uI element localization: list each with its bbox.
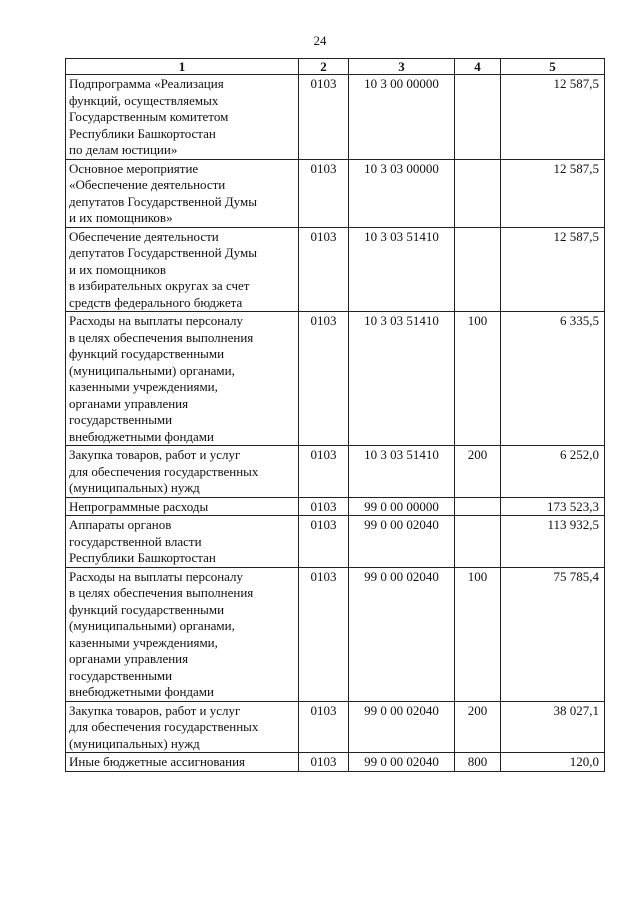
item-name-cell: Непрограммные расходы [66,497,299,516]
target-article-cell: 10 3 03 51410 [349,446,455,498]
column-header: 3 [349,59,455,75]
section-code-cell: 0103 [299,159,349,227]
column-header: 5 [501,59,605,75]
target-article-cell: 99 0 00 00000 [349,497,455,516]
target-article-cell: 99 0 00 02040 [349,701,455,753]
column-header: 4 [455,59,501,75]
item-name-cell: Закупка товаров, работ и услуг для обеспечения государственных (муниципальных) нужд [66,446,299,498]
amount-cell: 6 252,0 [501,446,605,498]
table-row [66,497,605,516]
expense-type-cell: 200 [455,446,501,498]
target-article-cell: 10 3 00 00000 [349,75,455,160]
section-code-cell: 0103 [299,75,349,160]
expense-type-cell: 800 [455,753,501,772]
column-header: 2 [299,59,349,75]
section-code-cell: 0103 [299,312,349,446]
section-code-cell: 0103 [299,497,349,516]
table-header-row [66,59,605,75]
section-code-cell: 0103 [299,446,349,498]
expense-type-cell [455,227,501,312]
table-row [66,516,605,568]
table-row [66,312,605,446]
item-name-cell: Основное мероприятие «Обеспечение деятельности депутатов Государственной Думы и их помощников» [66,159,299,227]
amount-cell: 75 785,4 [501,567,605,701]
item-name-cell: Подпрограмма «Реализация функций, осуществляемых Государственным комитетом Республики Башкортостан по делам юстиции» [66,75,299,160]
item-name-cell: Обеспечение деятельности депутатов Государственной Думы и их помощников в избирательных округах за счет средств федерального бюджета [66,227,299,312]
amount-cell: 12 587,5 [501,159,605,227]
amount-cell: 12 587,5 [501,227,605,312]
item-name-cell: Аппараты органов государственной власти Республики Башкортостан [66,516,299,568]
expense-type-cell [455,516,501,568]
table-body [66,75,605,772]
table-row [66,227,605,312]
page-number: 24 [313,33,327,48]
amount-cell: 173 523,3 [501,497,605,516]
section-code-cell: 0103 [299,701,349,753]
item-name-cell: Расходы на выплаты персоналу в целях обеспечения выполнения функций государственными (муниципальными) органами, казенными учреждениями, органами управления государственными внебюджетными фондами [66,567,299,701]
target-article-cell: 10 3 03 51410 [349,227,455,312]
table-row [66,159,605,227]
section-code-cell: 0103 [299,227,349,312]
section-code-cell: 0103 [299,753,349,772]
target-article-cell: 10 3 03 51410 [349,312,455,446]
target-article-cell: 99 0 00 02040 [349,516,455,568]
expense-type-cell [455,75,501,160]
expense-type-cell [455,159,501,227]
table-row [66,75,605,160]
expense-type-cell: 200 [455,701,501,753]
section-code-cell: 0103 [299,516,349,568]
table-row [66,701,605,753]
target-article-cell: 99 0 00 02040 [349,567,455,701]
section-code-cell: 0103 [299,567,349,701]
expense-type-cell: 100 [455,312,501,446]
column-header: 1 [66,59,299,75]
item-name-cell: Иные бюджетные ассигнования [66,753,299,772]
amount-cell: 12 587,5 [501,75,605,160]
amount-cell: 120,0 [501,753,605,772]
target-article-cell: 99 0 00 02040 [349,753,455,772]
table-row [66,753,605,772]
expense-type-cell: 100 [455,567,501,701]
amount-cell: 113 932,5 [501,516,605,568]
item-name-cell: Закупка товаров, работ и услуг для обеспечения государственных (муниципальных) нужд [66,701,299,753]
item-name-cell: Расходы на выплаты персоналу в целях обеспечения выполнения функций государственными (муниципальными) органами, казенными учреждениями, органами управления государственными внебюджетными фондами [66,312,299,446]
budget-table [65,58,605,772]
expense-type-cell [455,497,501,516]
table-row [66,446,605,498]
amount-cell: 38 027,1 [501,701,605,753]
table-row [66,567,605,701]
amount-cell: 6 335,5 [501,312,605,446]
target-article-cell: 10 3 03 00000 [349,159,455,227]
